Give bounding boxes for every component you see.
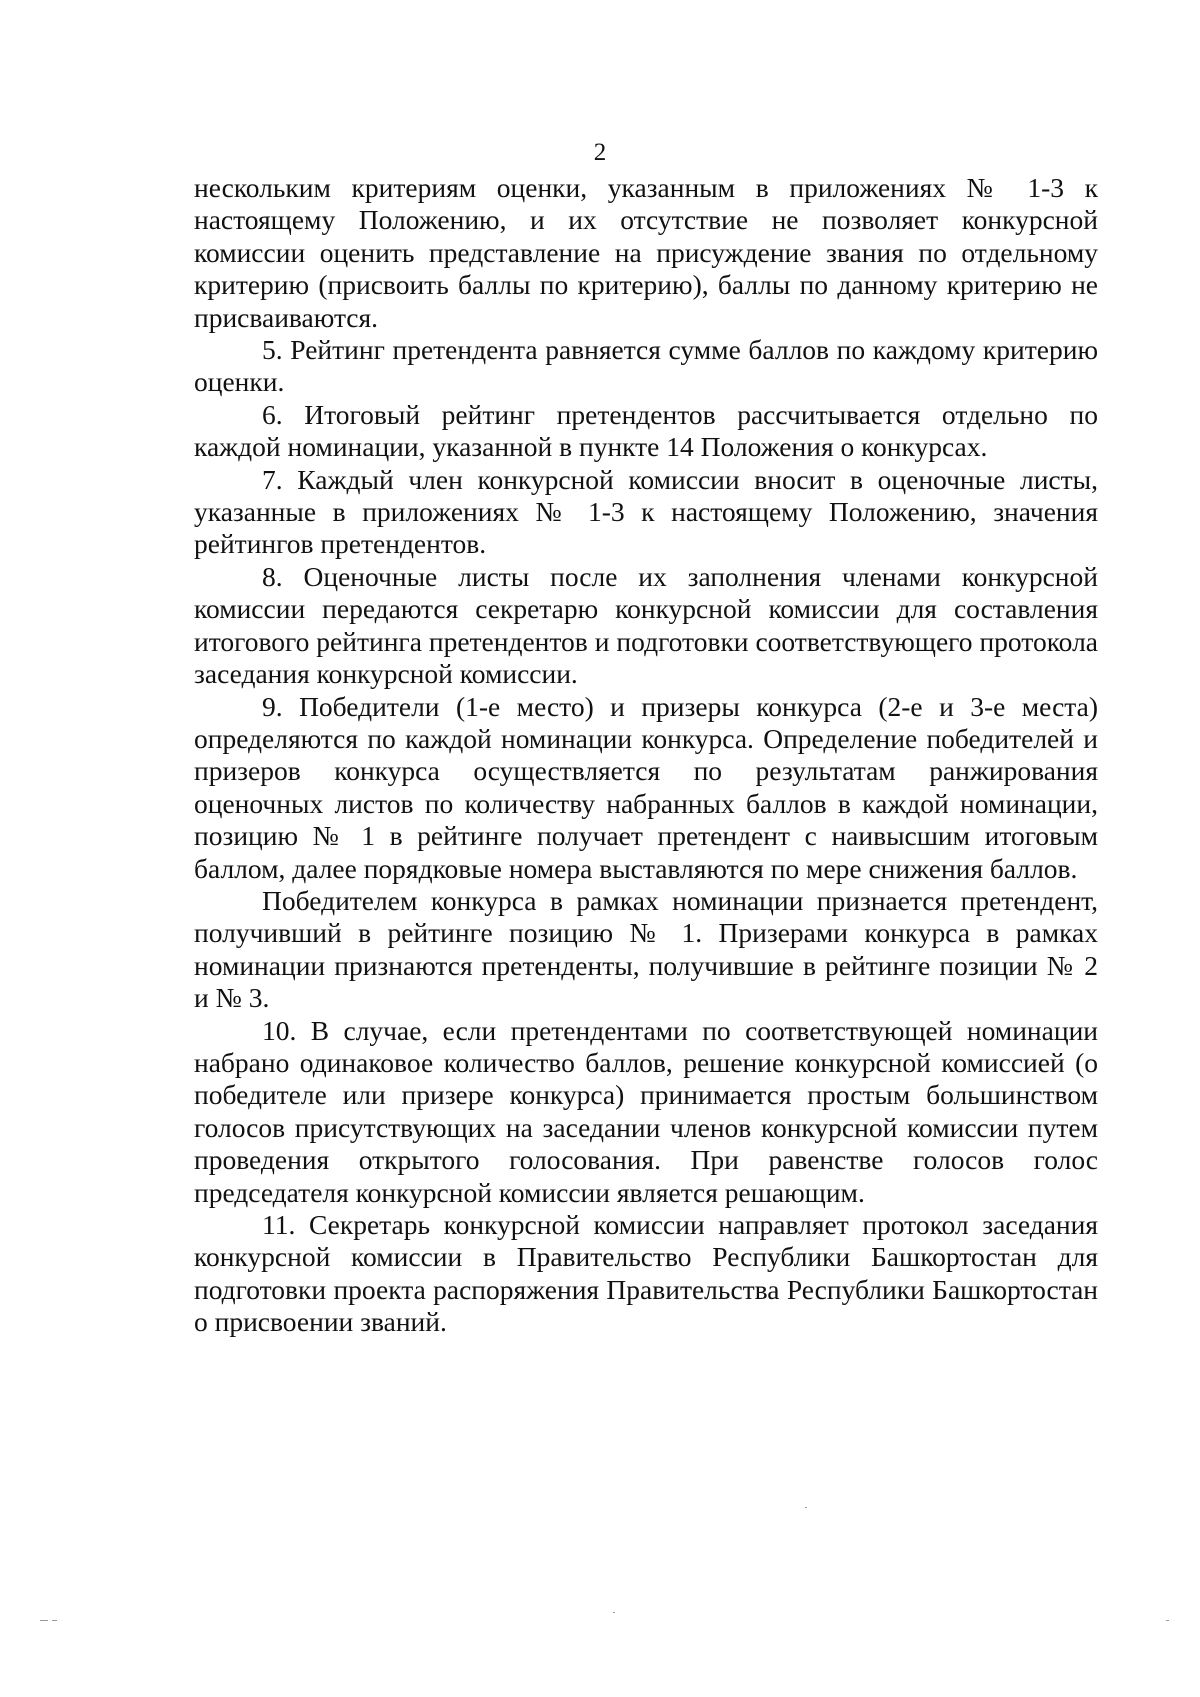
- paragraph-item-6: 6. Итоговый рейтинг претендентов рассчитывается отдельно по каждой номинации, указанной в пункте 14 Положения о конкурсах.: [194, 398, 1098, 463]
- paragraph-winners: Победителем конкурса в рамках номинации признается претендент, получивший в рейтинге позицию № 1. Призерами конкурса в рамках номинации признаются претенденты, получившие в рейтинге позиции № 2 и № 3.: [194, 884, 1098, 1014]
- scan-speck: [52, 1620, 57, 1621]
- page-number: 2: [593, 139, 607, 166]
- paragraph-item-9: 9. Победители (1-е место) и призеры конкурса (2-е и 3-е места) определяются по каждой номинации конкурса. Определение победителей и призеров конкурса осуществляется по результатам ранжирования оценочных листов по количеству набранных баллов в каждой номинации, позицию № 1 в рейтинге получает претендент с наивысшим итоговым баллом, далее порядковые номера выставляются по мере снижения баллов.: [194, 690, 1098, 884]
- paragraph-item-10: 10. В случае, если претендентами по соответствующей номинации набрано одинаковое количество баллов, решение конкурсной комиссией (о победителе или призере конкурса) принимается простым большинством голосов присутствующих на заседании членов конкурсной комиссии путем проведения открытого голосования. При равенстве голосов голос председателя конкурсной комиссии является решающим.: [194, 1014, 1098, 1208]
- scan-speck: [1166, 1620, 1169, 1621]
- paragraph-item-8: 8. Оценочные листы после их заполнения членами конкурсной комиссии передаются секретарю конкурсной комиссии для составления итогового рейтинга претендентов и подготовки соответствующего протокола заседания конкурсной комиссии.: [194, 560, 1098, 690]
- scan-speck: [613, 1612, 615, 1613]
- paragraph-continuation: нескольким критериям оценки, указанным в приложениях № 1-3 к настоящему Положению, и их отсутствие не позволяет конкурсной комиссии оценить представление на присуждение звания по отдельному критерию (присвоить баллы по критерию), баллы по данному критерию не присваиваются.: [194, 172, 1098, 333]
- paragraph-item-7: 7. Каждый член конкурсной комиссии вносит в оценочные листы, указанные в приложениях № 1-3 к настоящему Положению, значения рейтингов претендентов.: [194, 463, 1098, 560]
- scan-speck: [805, 1507, 807, 1508]
- paragraph-item-5: 5. Рейтинг претендента равняется сумме баллов по каждому критерию оценки.: [194, 334, 1098, 398]
- document-body: [194, 172, 1098, 1339]
- paragraph-item-11: 11. Секретарь конкурсной комиссии направляет протокол заседания конкурсной комиссии в Правительство Республики Башкортостан для подготовки проекта распоряжения Правительства Республики Башкортостан о присвоении званий.: [194, 1209, 1098, 1338]
- scan-speck: [40, 1620, 48, 1621]
